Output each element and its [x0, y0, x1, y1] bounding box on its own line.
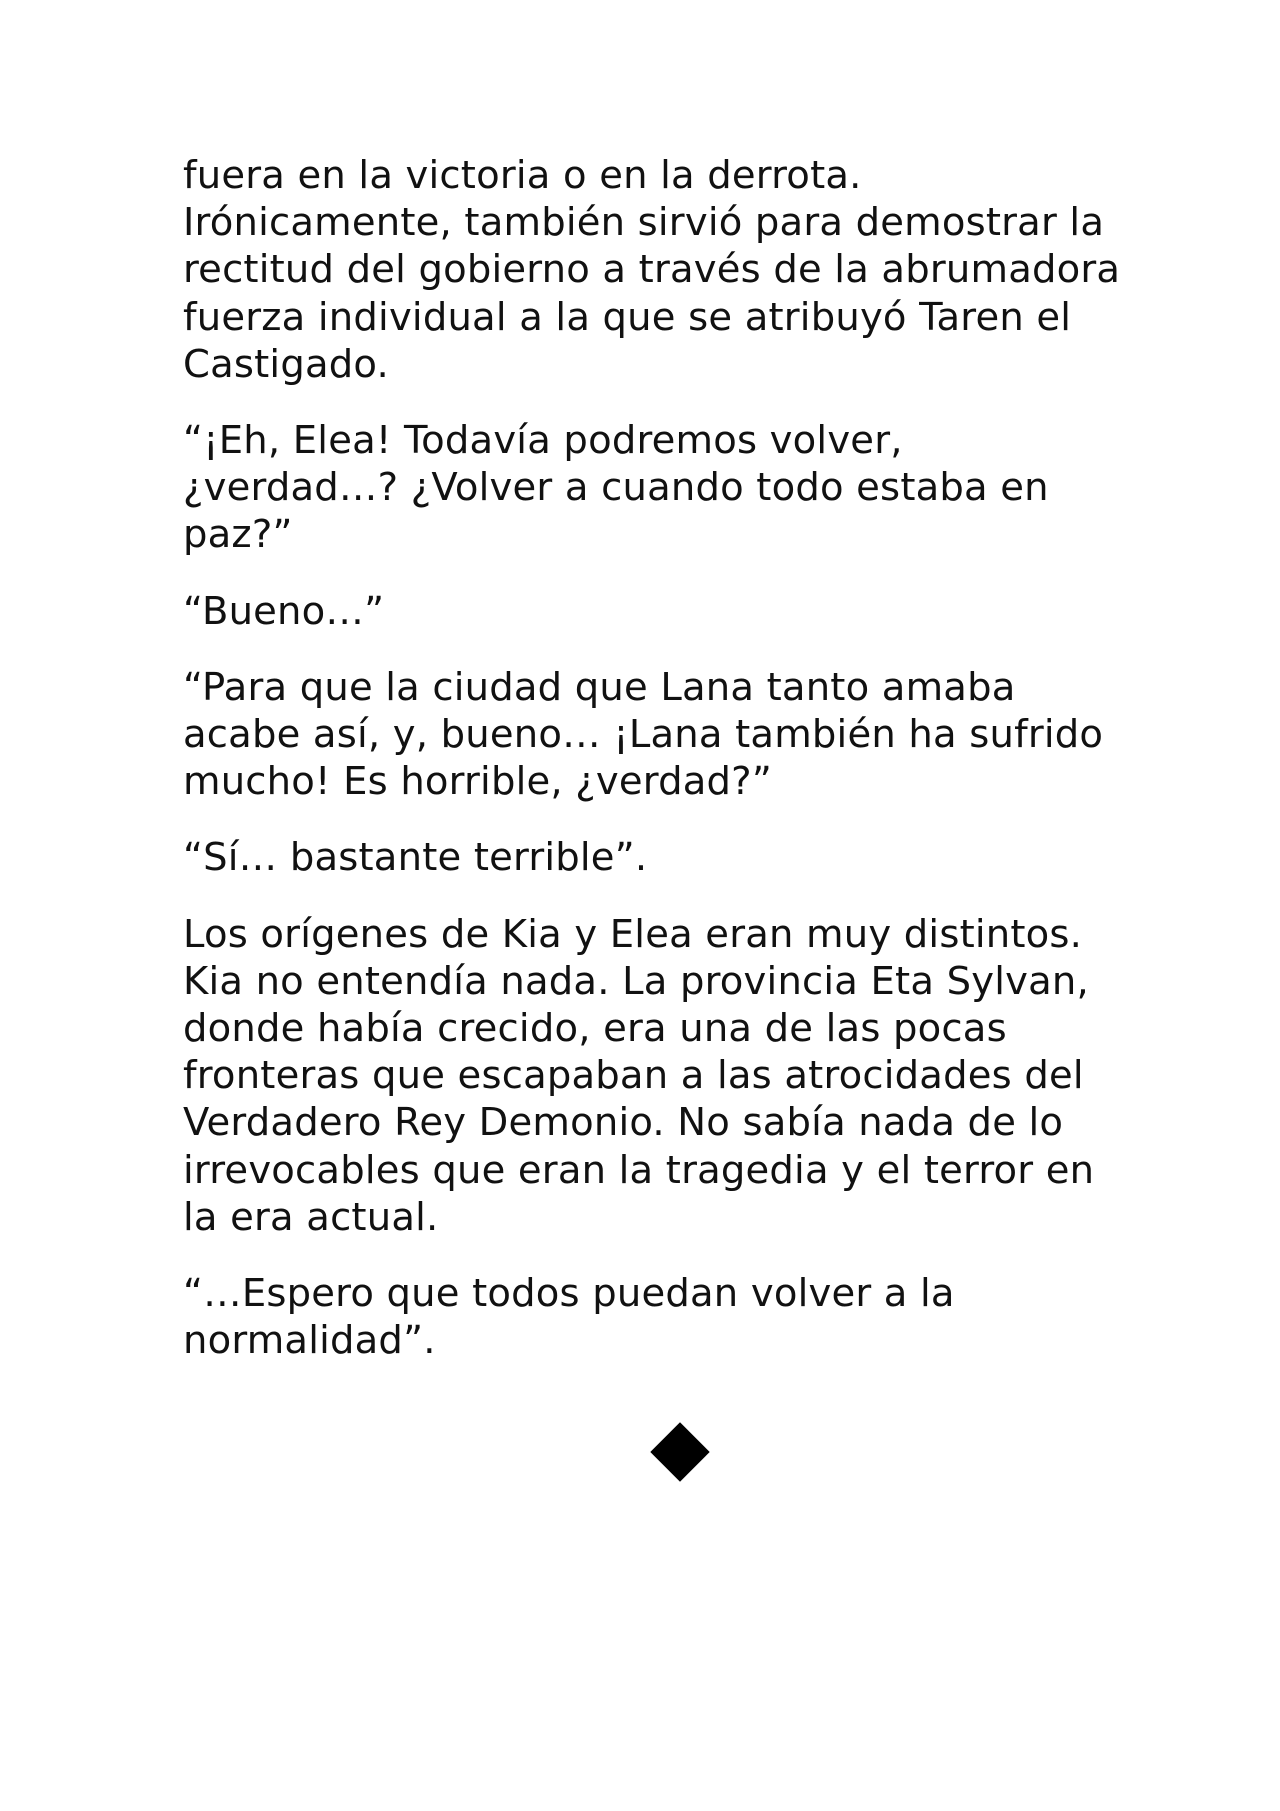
page-text — [183, 152, 1123, 1393]
paragraph-dialogue-2: “Bueno…” — [183, 588, 385, 634]
diamond-icon — [650, 1422, 709, 1481]
paragraph-dialogue-5: “…Espero que todos puedan volver a la normalidad”. — [183, 1271, 955, 1364]
paragraph-narration-2: Los orígenes de Kia y Elea eran muy distintos. Kia no entendía nada. La provincia Eta Sylvan, donde había crecido, era una de las pocas fronteras que escapaban a las atrocidades del Verdadero Rey Demonio. No sabía nada de lo irrevocables que eran la tragedia y el terror en la era actual. — [183, 911, 1095, 1240]
paragraph-dialogue-1: “¡Eh, Elea! Todavía podremos volver, ¿verdad…? ¿Volver a cuando todo estaba en paz?” — [183, 418, 1049, 558]
paragraph-narration-1: fuera en la victoria o en la derrota. Irónicamente, también sirvió para demostrar la rectitud del gobierno a través de la abrumadora fuerza individual a la que se atribuyó Taren el Castigado. — [183, 153, 1121, 387]
paragraph-dialogue-4: “Sí… bastante terrible”. — [183, 835, 648, 881]
paragraph-dialogue-3: “Para que la ciudad que Lana tanto amaba acabe así, y, bueno… ¡Lana también ha sufrido mucho! Es horrible, ¿verdad?” — [183, 664, 1104, 805]
